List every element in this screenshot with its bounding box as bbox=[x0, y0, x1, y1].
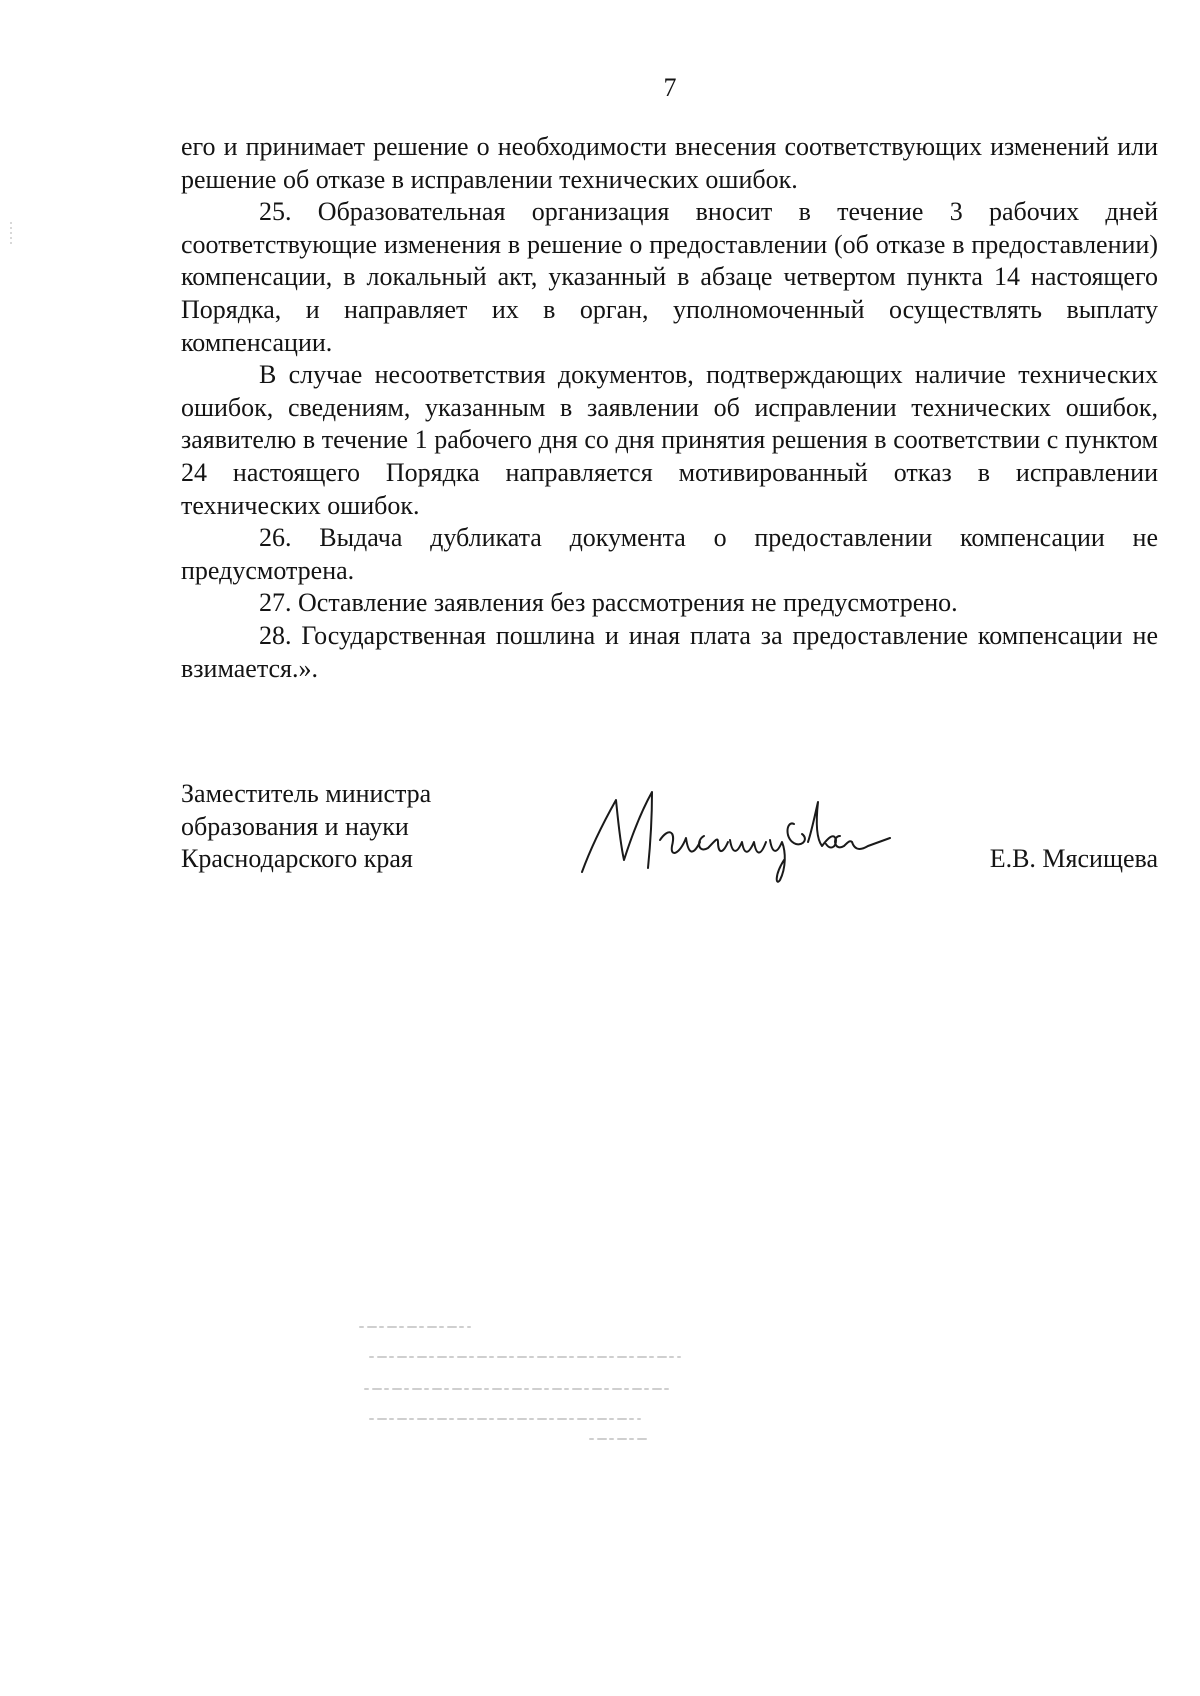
paragraph-mismatch-case: В случае несоответствия документов, подтверждающих наличие технических ошибок, сведениям, указанным в заявлении об исправлении технических ошибок, заявителю в течение 1 рабочего дня со дня принятия решения в соответствии с пунктом 24 настоящего Порядка направляется мотивированный отказ в исправлении технических ошибок. bbox=[181, 360, 1158, 520]
paragraph-item-27: 27. Оставление заявления без рассмотрения не предусмотрено. bbox=[259, 588, 958, 618]
paragraph-item-25: 25. Образовательная организация вносит в течение 3 рабочих дней соответствующие изменения в решение о предоставлении (об отказе в предоставлении) компенсации, в локальный акт, указанный в абзаце четвертом пункта 14 настоящего Порядка, и направляет их в орган, уполномоченный осуществлять выплату компенсации. bbox=[181, 197, 1158, 357]
position-line: Заместитель министра bbox=[181, 779, 432, 808]
paragraph-continuation: его и принимает решение о необходимости внесения соответствующих изменений или решение об отказе в исправлении технических ошибок. bbox=[181, 132, 1158, 194]
page-number: 7 bbox=[663, 73, 677, 102]
handwritten-signature bbox=[572, 780, 892, 890]
margin-mark bbox=[8, 220, 14, 248]
paragraph-item-28: 28. Государственная пошлина и иная плата за предоставление компенсации не взимается.». bbox=[181, 620, 1158, 683]
position-line: образования и науки bbox=[181, 811, 409, 841]
signatory-position bbox=[181, 778, 431, 876]
signer-name: Е.В. Мясищева bbox=[989, 844, 1158, 873]
paragraph-item-26: 26. Выдача дубликата документа о предоставлении компенсации не предусмотрена. bbox=[181, 523, 1158, 585]
body-text bbox=[181, 131, 1158, 685]
position-line: Краснодарского края bbox=[181, 844, 413, 873]
faded-stamp-imprint bbox=[350, 1315, 690, 1445]
